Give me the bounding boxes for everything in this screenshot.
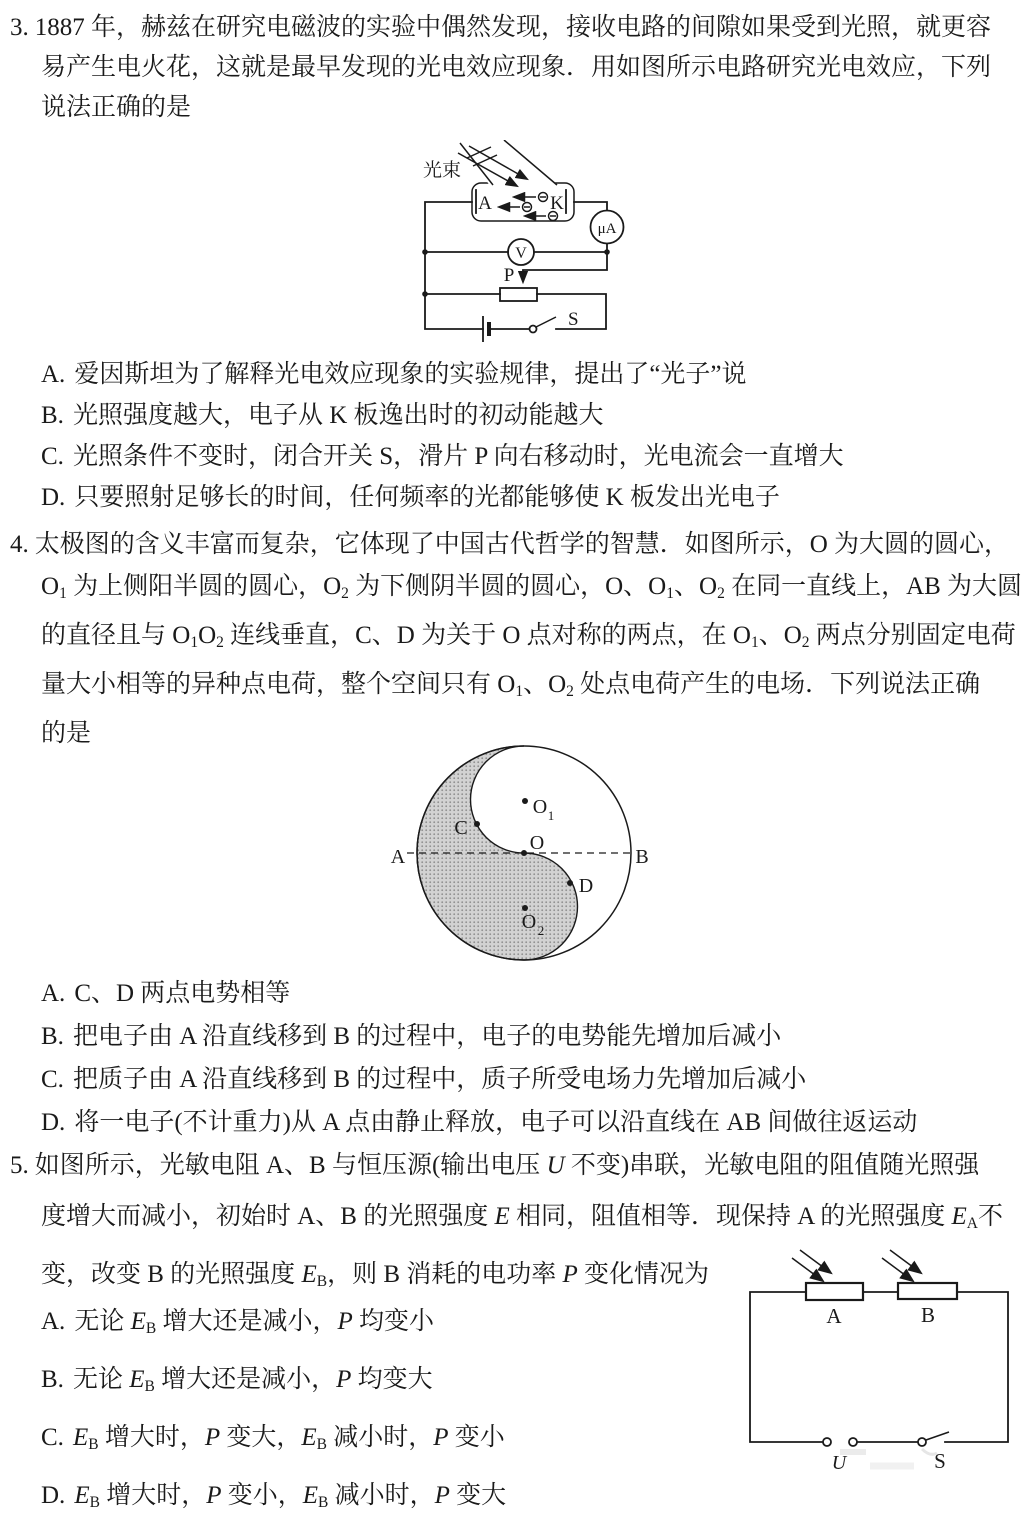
point-o-label: O bbox=[529, 832, 545, 854]
question-line: 的直径且与 O1O2 连线垂直，C、D 为关于 O 点对称的两点，在 O1、O2 两点分别固定电荷 bbox=[41, 621, 1016, 651]
voltmeter-label: V bbox=[515, 245, 527, 262]
option-label: C. bbox=[41, 443, 64, 470]
option-text: 将一电子(不计重力)从 A 点由静止释放，电子可以沿直线在 AB 间做往返运动 bbox=[74, 1109, 918, 1136]
question-number: 3. bbox=[10, 14, 29, 41]
question-text: 如图所示，光敏电阻 A、B 与恒压源(输出电压 U 不变)串联，光敏电阻的阻值随光照强 bbox=[34, 1152, 980, 1179]
wire bbox=[750, 1292, 1008, 1442]
question-3-options bbox=[10, 354, 1020, 518]
source-label: U bbox=[831, 1452, 847, 1474]
question-line: 说法正确的是 bbox=[41, 94, 192, 121]
option-text: C、D 两点电势相等 bbox=[74, 980, 291, 1007]
option-text: 把质子由 A 沿直线移到 B 的过程中，质子所受电场力先增加后减小 bbox=[72, 1066, 807, 1093]
point-b-label: B bbox=[635, 846, 649, 868]
microammeter-label: μA bbox=[597, 221, 617, 237]
photoresistor-a bbox=[806, 1283, 863, 1300]
battery bbox=[483, 316, 489, 342]
question-text: 1887 年，赫兹在研究电磁波的实验中偶然发现，接收电路的间隙如果受到光照，就更容 bbox=[34, 14, 992, 41]
option-label: A. bbox=[41, 1308, 66, 1335]
taiji-field-figure bbox=[385, 737, 655, 972]
point-c-label: C bbox=[454, 817, 468, 839]
option-text: 把电子由 A 沿直线移到 B 的过程中，电子的电势能先增加后减小 bbox=[72, 1023, 782, 1050]
photoresistor-b bbox=[898, 1283, 957, 1299]
option-label: A. bbox=[41, 980, 66, 1007]
option-text: 只要照射足够长的时间，任何频率的光都能够使 K 板发出光电子 bbox=[74, 484, 780, 511]
photoresistor-b-label: B bbox=[920, 1303, 936, 1327]
cathode-label: K bbox=[550, 193, 564, 214]
photoresistor-circuit-figure bbox=[742, 1238, 1022, 1478]
switch-blade bbox=[536, 317, 556, 327]
switch-blade bbox=[926, 1432, 949, 1440]
option-c bbox=[10, 1058, 1020, 1101]
option-d bbox=[10, 477, 1020, 518]
question-number: 5. bbox=[10, 1152, 29, 1179]
photoresistor-a-label: A bbox=[826, 1304, 842, 1328]
slider-label: P bbox=[503, 265, 515, 286]
point-a-label: A bbox=[390, 846, 406, 868]
question-line: 易产生电火花，这就是最早发现的光电效应现象．用如图所示电路研究光电效应，下列 bbox=[41, 54, 992, 81]
option-text: 爱因斯坦为了解释光电效应现象的实验规律，提出了“光子”说 bbox=[74, 361, 747, 388]
question-line: 变，改变 B 的光照强度 EB，则 B 消耗的电功率 P 变化情况为 bbox=[41, 1260, 710, 1290]
option-a bbox=[10, 972, 1020, 1015]
watermark-trace bbox=[840, 1449, 937, 1466]
point-o2-label-sub: 2 bbox=[537, 923, 545, 938]
option-text: 光照强度越大，电子从 K 板逸出时的初动能越大 bbox=[72, 402, 604, 429]
light-arrow bbox=[800, 1250, 831, 1273]
question-line bbox=[10, 8, 1020, 48]
question-line bbox=[10, 1140, 1020, 1191]
option-label: B. bbox=[41, 402, 64, 429]
question-text: 太极图的含义丰富而复杂，它体现了中国古代哲学的智慧．如图所示，O 为大圆的圆心， bbox=[34, 531, 1010, 558]
question-number: 4. bbox=[10, 531, 29, 558]
option-label: C. bbox=[41, 1423, 64, 1451]
question-line bbox=[10, 524, 1020, 566]
question-line: 度增大而减小，初始时 A、B 的光照强度 E 相同，阻值相等．现保持 A 的光照强度 EA不 bbox=[41, 1203, 1003, 1232]
anode-label: A bbox=[478, 193, 492, 214]
question-4 bbox=[10, 524, 1023, 755]
question-line: 的是 bbox=[41, 719, 92, 747]
junction-dot bbox=[604, 249, 610, 255]
option-text: EB 增大时，P 变大，EB 减小时，P 变小 bbox=[72, 1423, 505, 1453]
option-text: 无论 EB 增大还是减小，P 均变大 bbox=[72, 1365, 433, 1395]
option-label: D. bbox=[41, 484, 66, 511]
question-line: O1 为上侧阳半圆的圆心，O2 为下侧阴半圆的圆心，O、O1、O2 在同一直线上，AB 为大圆 bbox=[41, 573, 1023, 602]
electron bbox=[514, 193, 548, 202]
option-label: B. bbox=[41, 1365, 64, 1393]
source-terminal bbox=[849, 1438, 857, 1446]
light-beam-label: 光束 bbox=[423, 160, 462, 181]
option-label: A. bbox=[41, 361, 66, 388]
junction-dot bbox=[422, 291, 428, 297]
option-label: D. bbox=[41, 1481, 66, 1509]
switch-label: S bbox=[934, 1449, 946, 1473]
option-label: D. bbox=[41, 1109, 66, 1136]
electron bbox=[499, 203, 532, 212]
option-d bbox=[10, 1101, 1020, 1144]
light-arrow bbox=[792, 1258, 823, 1281]
question-4-options bbox=[10, 972, 1020, 1144]
question-line: 量大小相等的异种点电荷，整个空间只有 O1、O2 处点电荷产生的电场．下列说法正确 bbox=[41, 670, 981, 700]
option-a bbox=[10, 354, 1020, 395]
option-c bbox=[10, 436, 1020, 477]
junction-dot bbox=[422, 249, 428, 255]
option-label: C. bbox=[41, 1066, 64, 1093]
option-label: B. bbox=[41, 1023, 64, 1050]
light-duct bbox=[457, 140, 560, 187]
photoelectric-circuit-figure bbox=[405, 140, 645, 348]
option-text: EB 增大时，P 变小，EB 减小时，P 变大 bbox=[74, 1481, 507, 1511]
option-text: 无论 EB 增大还是减小，P 均变小 bbox=[74, 1308, 435, 1337]
point-o-dot bbox=[521, 850, 527, 856]
option-b bbox=[10, 395, 1020, 436]
light-arrow bbox=[890, 1250, 921, 1273]
question-3 bbox=[10, 8, 1020, 128]
point-o1-label: O bbox=[532, 796, 548, 818]
switch-pivot bbox=[530, 326, 537, 333]
source-terminal bbox=[823, 1438, 831, 1446]
point-d-label: D bbox=[578, 875, 594, 897]
point-d-dot bbox=[567, 880, 573, 886]
point-c-dot bbox=[474, 821, 480, 827]
point-o2-label: O bbox=[521, 911, 537, 933]
switch-pivot bbox=[918, 1438, 926, 1446]
rheostat bbox=[500, 288, 537, 301]
point-o1-label-sub: 1 bbox=[547, 808, 555, 823]
option-b bbox=[10, 1015, 1020, 1058]
option-text: 光照条件不变时，闭合开关 S，滑片 P 向右移动时，光电流会一直增大 bbox=[72, 443, 844, 470]
point-o1-dot bbox=[522, 798, 528, 804]
light-arrow bbox=[882, 1258, 913, 1281]
switch-label: S bbox=[568, 309, 579, 330]
